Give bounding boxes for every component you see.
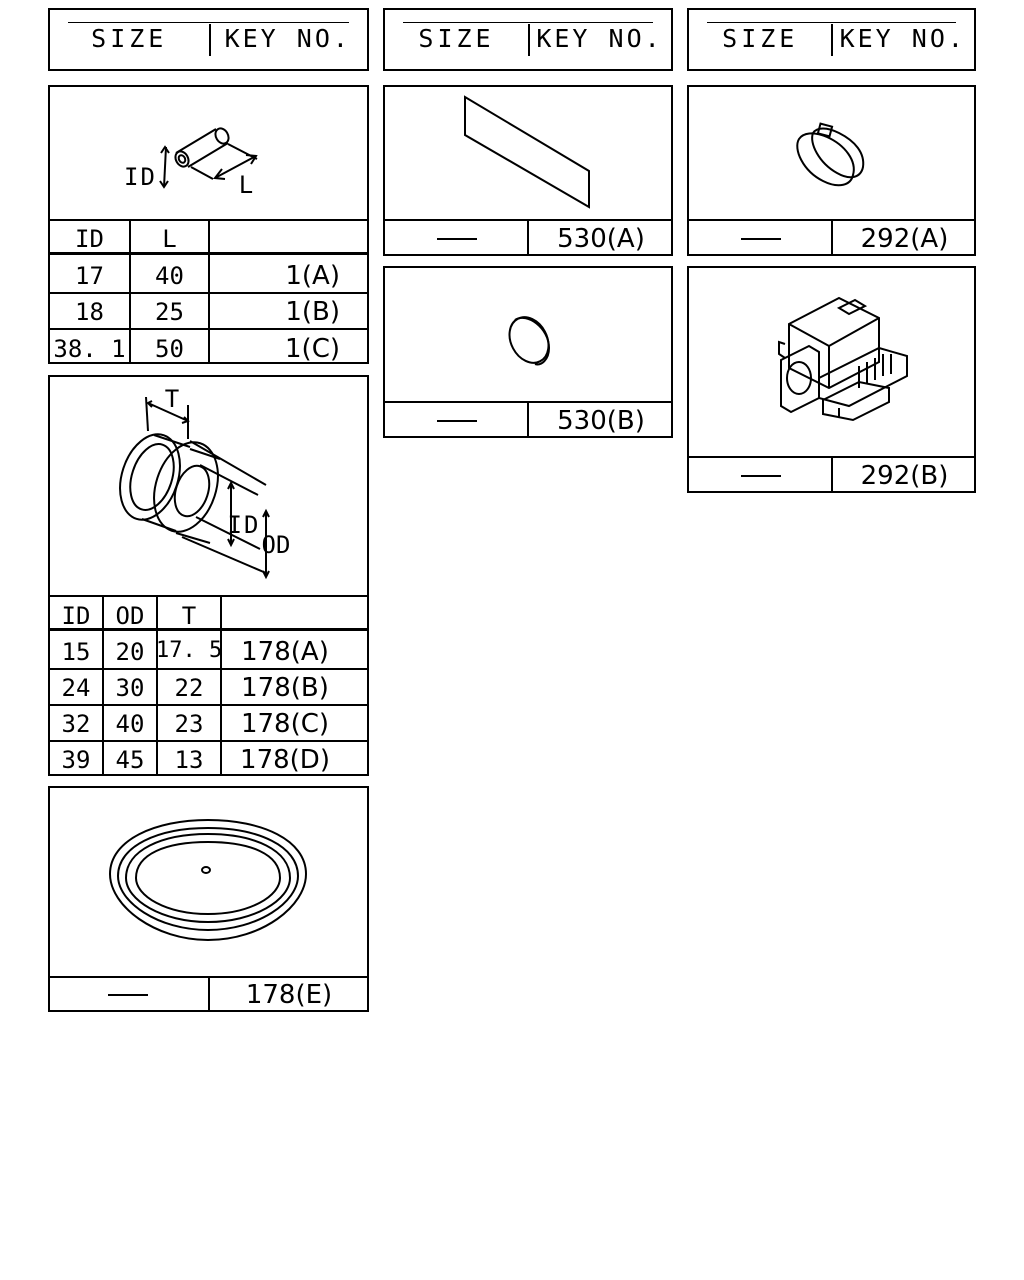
- table-rule: [50, 668, 367, 670]
- row-id: 24: [61, 674, 91, 702]
- row-od: 45: [115, 746, 145, 774]
- key-number: 178(E): [245, 980, 333, 1010]
- row-id: 15: [61, 638, 91, 666]
- row-id: 18: [75, 298, 104, 326]
- row-l: 25: [155, 298, 184, 326]
- oval-grommet-drawing: [50, 788, 367, 976]
- header-col-1: [48, 8, 369, 71]
- row-t: 17. 5: [156, 638, 223, 663]
- disc-panel: [383, 266, 673, 438]
- row-l: 40: [155, 262, 184, 290]
- col-header-id: ID: [75, 225, 104, 253]
- tape-panel: [383, 85, 673, 256]
- no-size-dash: [741, 475, 781, 477]
- header-rule: [403, 22, 653, 23]
- row-key: 178(C): [240, 709, 330, 739]
- no-size-dash: [741, 238, 781, 240]
- dim-l-label: L: [238, 171, 254, 199]
- key-no-header: KEY NO.: [839, 24, 966, 53]
- connector-panel: [687, 266, 976, 493]
- header-col-3: [687, 8, 976, 71]
- grommet-panel: [48, 375, 369, 776]
- key-number: 292(B): [860, 461, 949, 491]
- key-number: 530(B): [557, 406, 645, 436]
- row-t: 13: [174, 746, 204, 774]
- header-rule: [707, 22, 956, 23]
- row-id: 39: [61, 746, 91, 774]
- table-rule: [50, 595, 367, 597]
- row-key: 1(B): [285, 297, 340, 327]
- dim-t-label: T: [164, 385, 180, 413]
- row-key: 178(A): [241, 637, 329, 667]
- connector-drawing: [689, 268, 974, 458]
- table-rule: [50, 740, 367, 742]
- row-id: 17: [75, 262, 104, 290]
- col-header-od: OD: [115, 602, 145, 630]
- table-rule-double: [50, 628, 367, 631]
- col-header-t: T: [181, 602, 197, 630]
- row-t: 23: [174, 710, 204, 738]
- pipe-drawing: [50, 87, 367, 221]
- oval-grommet-panel: [48, 786, 369, 1012]
- row-id: 32: [61, 710, 91, 738]
- no-size-dash: [437, 238, 477, 240]
- row-l: 50: [155, 335, 184, 363]
- size-header: SIZE: [418, 24, 495, 53]
- no-size-dash: [108, 994, 148, 996]
- key-number: 292(A): [860, 224, 949, 254]
- grommet-drawing: [50, 377, 367, 595]
- row-id: 38. 1: [53, 335, 126, 363]
- row-key: 178(D): [240, 745, 330, 775]
- dim-id-label: ID: [124, 163, 157, 191]
- key-no-header: KEY NO.: [224, 24, 351, 53]
- size-header: SIZE: [722, 24, 799, 53]
- no-size-dash: [437, 420, 477, 422]
- row-t: 22: [174, 674, 204, 702]
- tape-drawing: [385, 87, 671, 221]
- row-key: 1(C): [285, 334, 340, 364]
- key-number: 530(A): [557, 224, 645, 254]
- key-no-header: KEY NO.: [536, 24, 663, 53]
- disc-drawing: [385, 268, 671, 402]
- header-rule: [68, 22, 349, 23]
- row-od: 20: [115, 638, 145, 666]
- col-header-id: ID: [61, 602, 91, 630]
- row-od: 40: [115, 710, 145, 738]
- col-header-l: L: [162, 225, 177, 253]
- table-rule: [50, 704, 367, 706]
- clip-drawing: [689, 87, 974, 221]
- row-od: 30: [115, 674, 145, 702]
- clip-panel: [687, 85, 976, 256]
- row-key: 1(A): [285, 261, 340, 291]
- row-key: 178(B): [241, 673, 329, 703]
- header-col-2: [383, 8, 673, 71]
- dim-od-label: OD: [261, 531, 291, 559]
- dim-id-label: ID: [227, 511, 261, 539]
- size-header: SIZE: [91, 24, 168, 53]
- pipe-panel: [48, 85, 369, 364]
